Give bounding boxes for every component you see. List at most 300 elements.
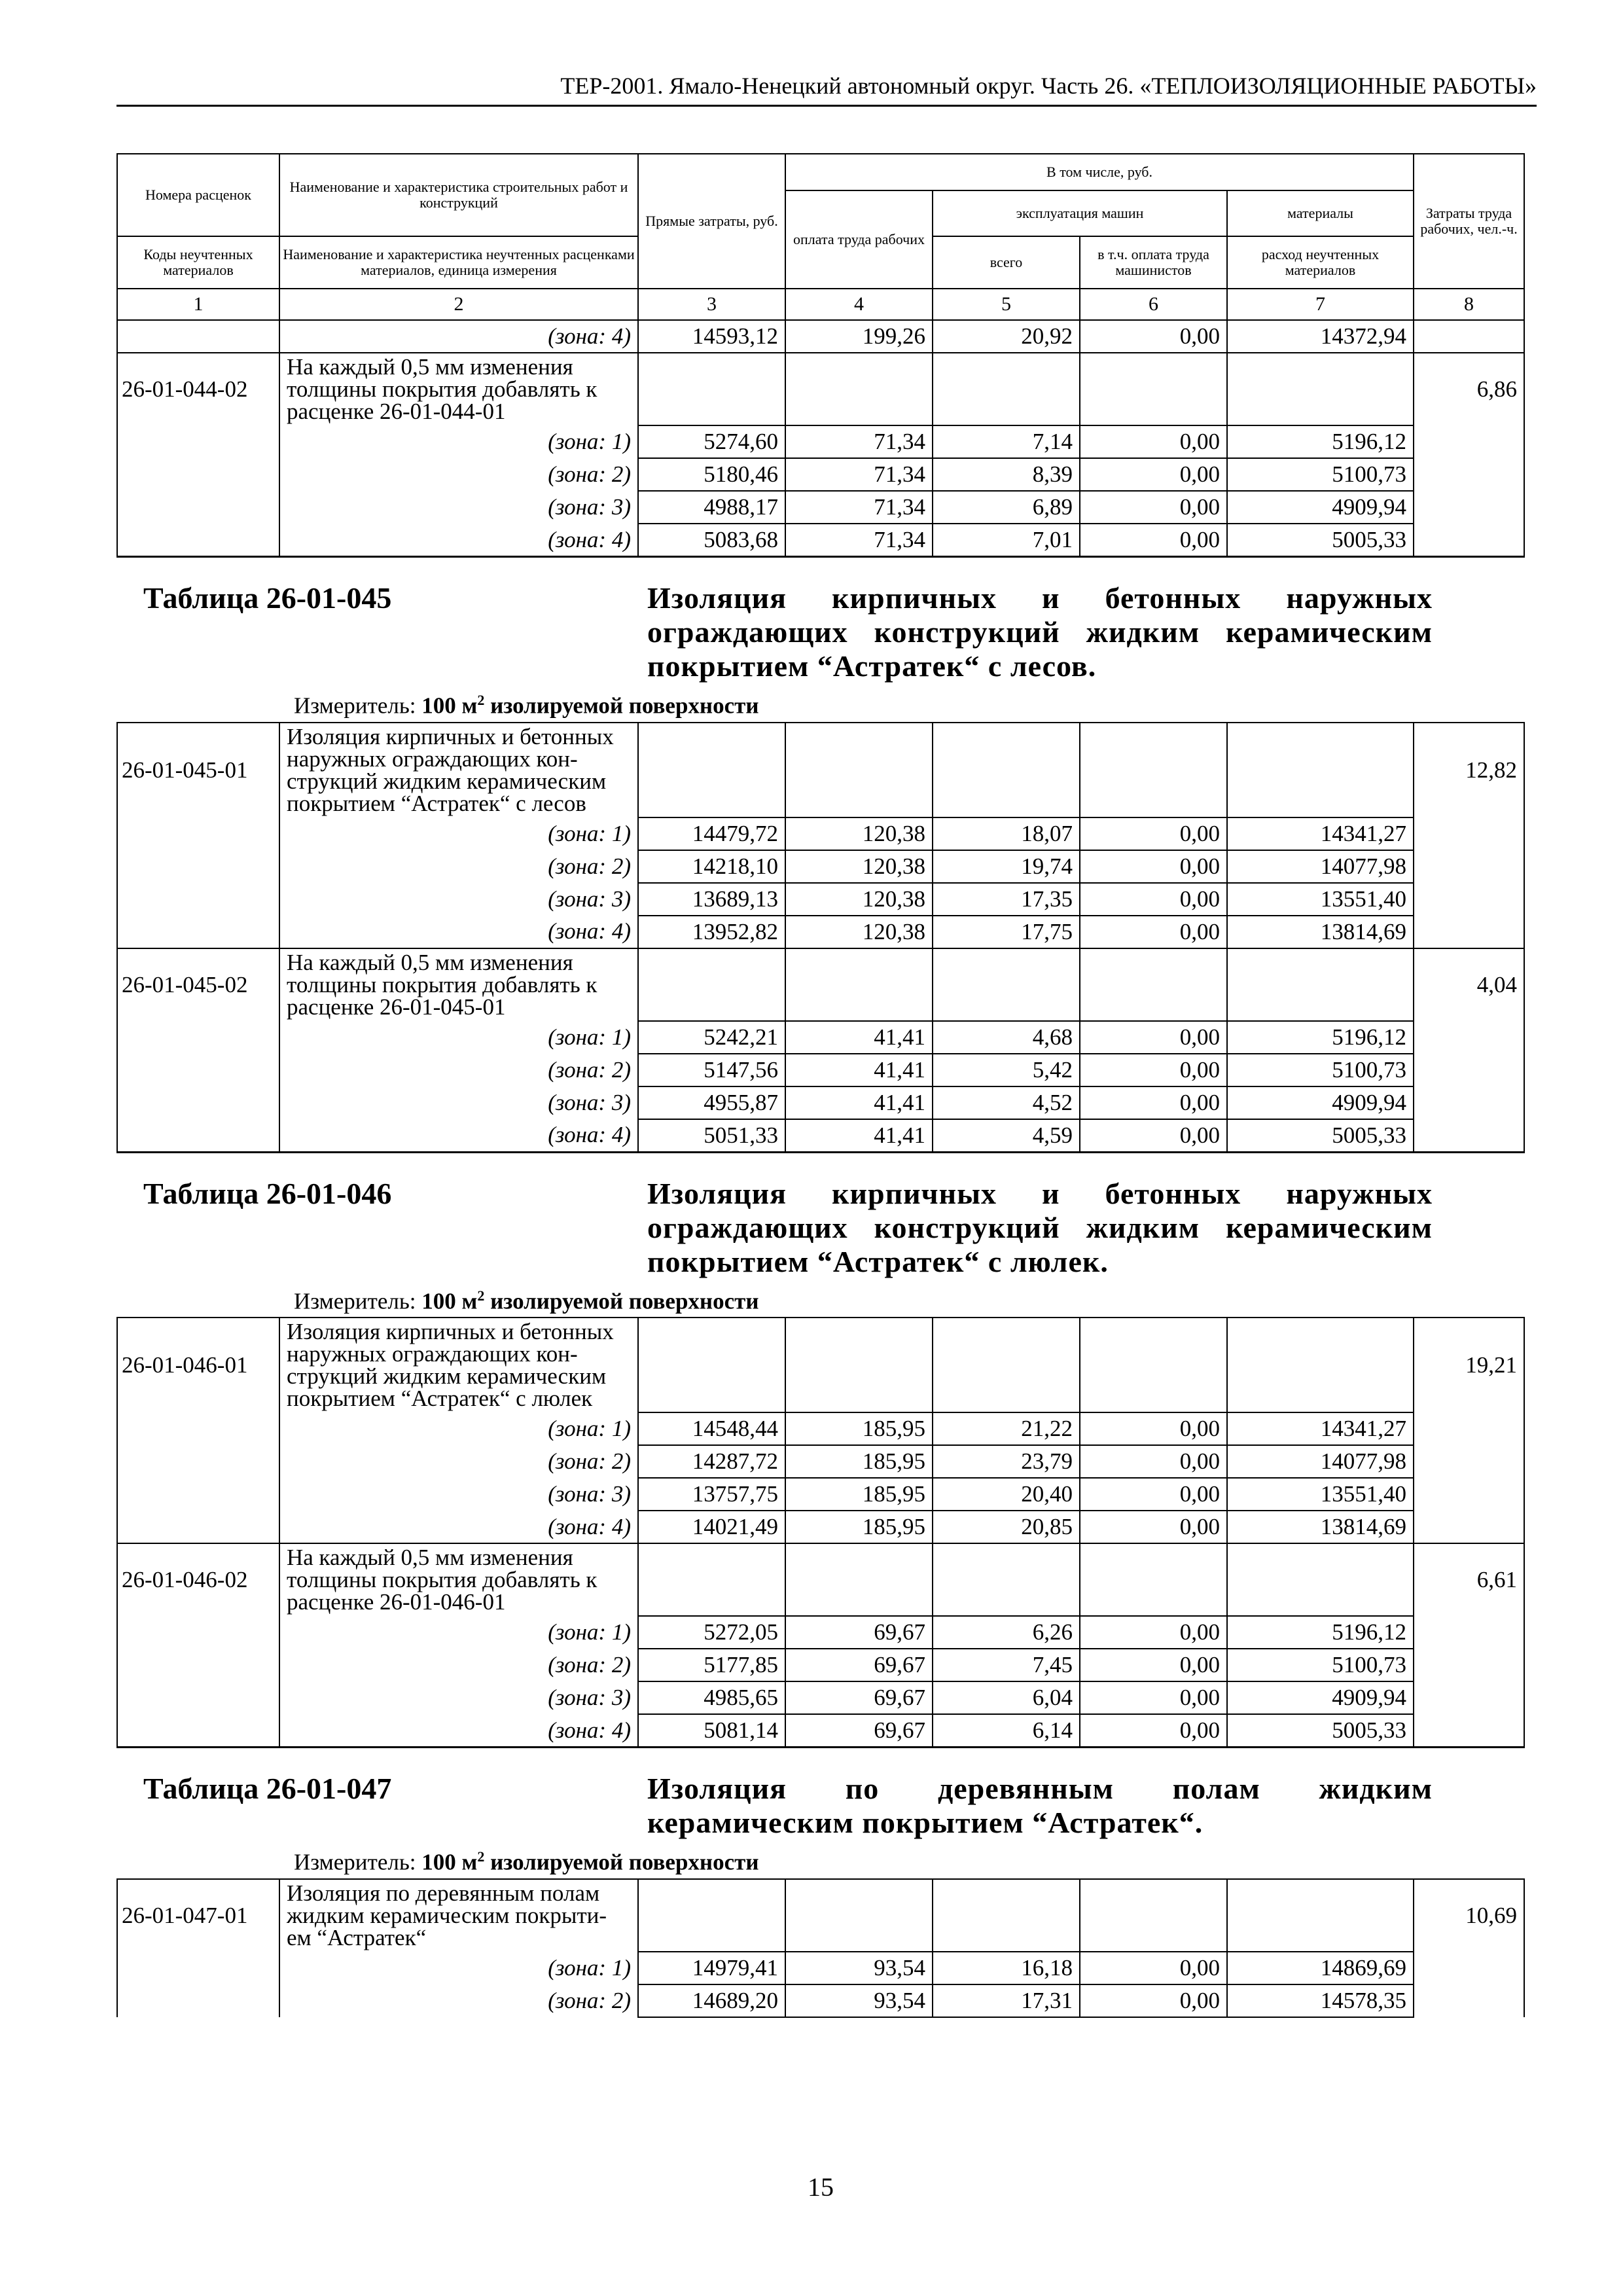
labor-cell bbox=[1414, 1714, 1524, 1748]
meter bbox=[117, 1844, 1524, 1879]
rate-description bbox=[279, 1318, 638, 1412]
material-cost-value: 4909,94 bbox=[1227, 491, 1414, 524]
table-title bbox=[117, 1748, 1524, 1844]
direct-cost-value: 5272,05 bbox=[638, 1616, 785, 1649]
operator-pay-value: 0,00 bbox=[1080, 1649, 1227, 1681]
table-title-row bbox=[117, 1152, 1524, 1283]
code-cell bbox=[117, 1412, 279, 1445]
column-number: 5 bbox=[933, 289, 1080, 320]
empty-cell bbox=[1227, 1543, 1414, 1616]
header-machine-total: всего bbox=[933, 236, 1080, 289]
direct-cost-value: 14689,20 bbox=[638, 1984, 785, 2017]
zone-row bbox=[117, 458, 1524, 491]
zone-row bbox=[117, 1616, 1524, 1649]
column-number: 2 bbox=[279, 289, 638, 320]
zone-label-text: (зона: 1) bbox=[548, 1954, 631, 1981]
page-number: 15 bbox=[808, 2172, 834, 2202]
zone-label-text: (зона: 2) bbox=[548, 853, 631, 879]
header-rate-numbers: Номера расценок bbox=[117, 154, 279, 236]
meter-exponent: 2 bbox=[477, 1287, 485, 1304]
empty-cell bbox=[638, 948, 785, 1021]
worker-pay-value: 120,38 bbox=[785, 916, 933, 948]
machine-total-value: 6,14 bbox=[933, 1714, 1080, 1748]
direct-cost-value: 5274,60 bbox=[638, 425, 785, 458]
zone-label bbox=[279, 916, 638, 948]
material-cost-value: 14341,27 bbox=[1227, 1412, 1414, 1445]
code-cell bbox=[117, 425, 279, 458]
empty-cell bbox=[638, 1879, 785, 1952]
rate-code: 26-01-045-02 bbox=[117, 948, 279, 1021]
zone-label-text: (зона: 2) bbox=[548, 461, 631, 487]
labor-cell bbox=[1414, 1649, 1524, 1681]
rate-row bbox=[117, 723, 1524, 817]
material-cost-value: 13814,69 bbox=[1227, 1511, 1414, 1543]
machine-total-value: 20,40 bbox=[933, 1478, 1080, 1511]
direct-cost-value: 13952,82 bbox=[638, 916, 785, 948]
operator-pay-value: 0,00 bbox=[1080, 491, 1227, 524]
worker-pay-value: 41,41 bbox=[785, 1119, 933, 1153]
empty-cell bbox=[1227, 1318, 1414, 1412]
labor-value: 10,69 bbox=[1414, 1879, 1524, 1952]
material-cost-value: 4909,94 bbox=[1227, 1681, 1414, 1714]
code-cell bbox=[117, 1119, 279, 1153]
zone-row bbox=[117, 524, 1524, 557]
operator-pay-value: 0,00 bbox=[1080, 1478, 1227, 1511]
material-cost-value: 5005,33 bbox=[1227, 1714, 1414, 1748]
empty-cell bbox=[933, 723, 1080, 817]
labor-cell bbox=[1414, 1119, 1524, 1153]
rate-row bbox=[117, 353, 1524, 425]
empty-cell bbox=[1080, 1318, 1227, 1412]
machine-total-value: 18,07 bbox=[933, 817, 1080, 850]
code-cell bbox=[117, 1649, 279, 1681]
header-labor-costs: Затраты труда рабочих, чел.-ч. bbox=[1414, 154, 1524, 289]
operator-pay-value: 0,00 bbox=[1080, 425, 1227, 458]
labor-cell bbox=[1414, 1021, 1524, 1054]
labor-cell bbox=[1414, 425, 1524, 458]
code-cell bbox=[117, 1681, 279, 1714]
rate-code: 26-01-044-02 bbox=[117, 353, 279, 425]
worker-pay-value: 69,67 bbox=[785, 1714, 933, 1748]
column-number: 1 bbox=[117, 289, 279, 320]
material-cost-value: 5196,12 bbox=[1227, 1021, 1414, 1054]
labor-value: 6,61 bbox=[1414, 1543, 1524, 1616]
description-line: струкций жидким керамическим bbox=[287, 768, 607, 794]
table-header bbox=[117, 154, 1524, 320]
empty-cell bbox=[1227, 723, 1414, 817]
labor-cell bbox=[1414, 1952, 1524, 1984]
rate-description bbox=[279, 1543, 638, 1616]
empty-cell bbox=[933, 1318, 1080, 1412]
zone-label-text: (зона: 3) bbox=[548, 494, 631, 520]
table-body bbox=[117, 320, 1524, 2017]
meter-exponent: 2 bbox=[477, 1848, 485, 1865]
worker-pay-value: 185,95 bbox=[785, 1412, 933, 1445]
direct-cost-value: 13757,75 bbox=[638, 1478, 785, 1511]
machine-total-value: 19,74 bbox=[933, 850, 1080, 883]
worker-pay-value: 120,38 bbox=[785, 883, 933, 916]
code-cell bbox=[117, 1984, 279, 2017]
code-cell bbox=[117, 916, 279, 948]
table-number: Таблица 26-01-047 bbox=[143, 1772, 392, 1806]
material-cost-value: 14372,94 bbox=[1227, 320, 1414, 353]
direct-cost-value: 4955,87 bbox=[638, 1086, 785, 1119]
worker-pay-value: 93,54 bbox=[785, 1984, 933, 2017]
labor-cell bbox=[1414, 458, 1524, 491]
description-line: Изоляция кирпичных и бетонных bbox=[287, 1319, 614, 1345]
zone-row bbox=[117, 425, 1524, 458]
machine-total-value: 20,92 bbox=[933, 320, 1080, 353]
material-cost-value: 14341,27 bbox=[1227, 817, 1414, 850]
code-cell bbox=[117, 320, 279, 353]
operator-pay-value: 0,00 bbox=[1080, 817, 1227, 850]
direct-cost-value: 5177,85 bbox=[638, 1649, 785, 1681]
zone-label bbox=[279, 1054, 638, 1086]
zone-row bbox=[117, 1445, 1524, 1478]
rate-description bbox=[279, 1879, 638, 1952]
machine-total-value: 23,79 bbox=[933, 1445, 1080, 1478]
operator-pay-value: 0,00 bbox=[1080, 1412, 1227, 1445]
zone-label-text: (зона: 1) bbox=[548, 429, 631, 454]
zone-row bbox=[117, 1681, 1524, 1714]
zone-row bbox=[117, 1984, 1524, 2017]
labor-cell bbox=[1414, 1616, 1524, 1649]
zone-row bbox=[117, 850, 1524, 883]
machine-total-value: 17,31 bbox=[933, 1984, 1080, 2017]
table-name: Изоляция кирпичных и бетонных наружных ограждающих конструкций жидким керамическим покрытием “Астратек“ с лесов. bbox=[647, 581, 1433, 683]
meter-value: 100 м bbox=[421, 692, 478, 719]
zone-label-text: (зона: 2) bbox=[548, 1987, 631, 2013]
zone-label bbox=[279, 458, 638, 491]
labor-cell bbox=[1414, 1478, 1524, 1511]
rate-code: 26-01-046-02 bbox=[117, 1543, 279, 1616]
zone-label-text: (зона: 3) bbox=[548, 1089, 631, 1115]
operator-pay-value: 0,00 bbox=[1080, 320, 1227, 353]
labor-cell bbox=[1414, 1412, 1524, 1445]
zone-label bbox=[279, 1119, 638, 1153]
zone-label bbox=[279, 1616, 638, 1649]
empty-cell bbox=[933, 948, 1080, 1021]
column-number: 3 bbox=[638, 289, 785, 320]
machine-total-value: 4,59 bbox=[933, 1119, 1080, 1153]
material-cost-value: 5005,33 bbox=[1227, 1119, 1414, 1153]
labor-cell bbox=[1414, 1681, 1524, 1714]
zone-row bbox=[117, 1054, 1524, 1086]
zone-label-text: (зона: 1) bbox=[548, 820, 631, 846]
rate-code: 26-01-047-01 bbox=[117, 1879, 279, 1952]
code-cell bbox=[117, 458, 279, 491]
zone-label bbox=[279, 1086, 638, 1119]
zone-label-text: (зона: 3) bbox=[548, 1685, 631, 1711]
description-line: расценке 26-01-044-01 bbox=[287, 399, 506, 424]
header-material-codes: Коды неучтенных материалов bbox=[117, 236, 279, 289]
zone-label bbox=[279, 491, 638, 524]
empty-cell bbox=[638, 723, 785, 817]
zone-label bbox=[279, 883, 638, 916]
zone-label bbox=[279, 1984, 638, 2017]
direct-cost-value: 14021,49 bbox=[638, 1511, 785, 1543]
operator-pay-value: 0,00 bbox=[1080, 883, 1227, 916]
code-cell bbox=[117, 1952, 279, 1984]
worker-pay-value: 41,41 bbox=[785, 1086, 933, 1119]
worker-pay-value: 69,67 bbox=[785, 1681, 933, 1714]
empty-cell bbox=[1080, 723, 1227, 817]
empty-cell bbox=[1080, 1879, 1227, 1952]
zone-row bbox=[117, 1119, 1524, 1153]
empty-cell bbox=[785, 1318, 933, 1412]
zone-label-text: (зона: 4) bbox=[548, 526, 631, 552]
operator-pay-value: 0,00 bbox=[1080, 1445, 1227, 1478]
worker-pay-value: 41,41 bbox=[785, 1021, 933, 1054]
direct-cost-value: 5242,21 bbox=[638, 1021, 785, 1054]
zone-label bbox=[279, 817, 638, 850]
header-including: В том числе, руб. bbox=[785, 154, 1414, 190]
meter bbox=[117, 687, 1524, 723]
zone-label-text: (зона: 3) bbox=[548, 886, 631, 912]
meter-row bbox=[117, 687, 1524, 723]
header-material-names: Наименование и характеристика неучтенных расценками материалов, единица измерения bbox=[279, 236, 638, 289]
description-line: Изоляция кирпичных и бетонных bbox=[287, 723, 614, 749]
zone-label-text: (зона: 1) bbox=[548, 1416, 631, 1442]
zone-row bbox=[117, 491, 1524, 524]
header-worker-pay: оплата труда рабочих bbox=[785, 190, 933, 289]
empty-cell bbox=[785, 948, 933, 1021]
code-cell bbox=[117, 1511, 279, 1543]
operator-pay-value: 0,00 bbox=[1080, 1021, 1227, 1054]
labor-cell bbox=[1414, 1054, 1524, 1086]
direct-cost-value: 5083,68 bbox=[638, 524, 785, 557]
zone-row bbox=[117, 1021, 1524, 1054]
description-line: расценке 26-01-045-01 bbox=[287, 994, 506, 1020]
zone-label bbox=[279, 1412, 638, 1445]
machine-total-value: 6,04 bbox=[933, 1681, 1080, 1714]
material-cost-value: 13551,40 bbox=[1227, 883, 1414, 916]
code-cell bbox=[117, 817, 279, 850]
description-line: струкций жидким керамическим bbox=[287, 1363, 607, 1390]
direct-cost-value: 4985,65 bbox=[638, 1681, 785, 1714]
zone-label-text: (зона: 4) bbox=[548, 1122, 631, 1148]
description-line: покрытием “Астратек“ с люлек bbox=[287, 1386, 593, 1412]
empty-cell bbox=[1227, 353, 1414, 425]
table-number: Таблица 26-01-046 bbox=[143, 1176, 392, 1210]
material-cost-value: 5196,12 bbox=[1227, 425, 1414, 458]
machine-total-value: 4,52 bbox=[933, 1086, 1080, 1119]
zone-row bbox=[117, 1412, 1524, 1445]
operator-pay-value: 0,00 bbox=[1080, 1681, 1227, 1714]
meter-unit: изолируемой поверхности bbox=[484, 692, 759, 719]
meter-value: 100 м bbox=[421, 1288, 478, 1314]
zone-label-text: (зона: 4) bbox=[548, 1717, 631, 1743]
code-cell bbox=[117, 1021, 279, 1054]
column-number: 4 bbox=[785, 289, 933, 320]
description-line: покрытием “Астратек“ с лесов bbox=[287, 790, 586, 816]
material-cost-value: 13814,69 bbox=[1227, 916, 1414, 948]
column-number: 6 bbox=[1080, 289, 1227, 320]
labor-cell bbox=[1414, 320, 1524, 353]
operator-pay-value: 0,00 bbox=[1080, 1952, 1227, 1984]
labor-cell bbox=[1414, 1086, 1524, 1119]
zone-row bbox=[117, 1714, 1524, 1748]
material-cost-value: 13551,40 bbox=[1227, 1478, 1414, 1511]
header-direct-costs: Прямые затраты, руб. bbox=[638, 154, 785, 289]
column-number-row bbox=[117, 289, 1524, 320]
description-line: На каждый 0,5 мм изменения bbox=[287, 1545, 573, 1571]
description-line: толщины покрытия добавлять к bbox=[287, 376, 597, 402]
rate-row bbox=[117, 1879, 1524, 1952]
code-cell bbox=[117, 850, 279, 883]
rate-row bbox=[117, 1318, 1524, 1412]
direct-cost-value: 14287,72 bbox=[638, 1445, 785, 1478]
operator-pay-value: 0,00 bbox=[1080, 850, 1227, 883]
material-cost-value: 5100,73 bbox=[1227, 1649, 1414, 1681]
zone-row bbox=[117, 883, 1524, 916]
header-materials: материалы bbox=[1227, 190, 1414, 236]
material-cost-value: 14578,35 bbox=[1227, 1984, 1414, 2017]
zone-row bbox=[117, 1649, 1524, 1681]
machine-total-value: 6,26 bbox=[933, 1616, 1080, 1649]
empty-cell bbox=[933, 1543, 1080, 1616]
labor-cell bbox=[1414, 817, 1524, 850]
labor-cell bbox=[1414, 916, 1524, 948]
rate-code: 26-01-046-01 bbox=[117, 1318, 279, 1412]
rate-code: 26-01-045-01 bbox=[117, 723, 279, 817]
empty-cell bbox=[1080, 353, 1227, 425]
meter-label: Измеритель: bbox=[294, 1288, 416, 1314]
zone-label-text: (зона: 2) bbox=[548, 1056, 631, 1083]
direct-cost-value: 14479,72 bbox=[638, 817, 785, 850]
column-number: 7 bbox=[1227, 289, 1414, 320]
meter-row bbox=[117, 1844, 1524, 1879]
worker-pay-value: 120,38 bbox=[785, 817, 933, 850]
labor-cell bbox=[1414, 524, 1524, 557]
zone-label bbox=[279, 1021, 638, 1054]
zone-label bbox=[279, 1714, 638, 1748]
code-cell bbox=[117, 524, 279, 557]
worker-pay-value: 69,67 bbox=[785, 1649, 933, 1681]
table-name: Изоляция кирпичных и бетонных наружных ограждающих конструкций жидким керамическим покрытием “Астратек“ с люлек. bbox=[647, 1176, 1433, 1278]
description-line: ем “Астратек“ bbox=[287, 1924, 427, 1950]
machine-total-value: 17,75 bbox=[933, 916, 1080, 948]
table-title-row bbox=[117, 557, 1524, 688]
meter-row bbox=[117, 1283, 1524, 1318]
machine-total-value: 7,14 bbox=[933, 425, 1080, 458]
machine-total-value: 5,42 bbox=[933, 1054, 1080, 1086]
zone-label bbox=[279, 1511, 638, 1543]
machine-total-value: 8,39 bbox=[933, 458, 1080, 491]
worker-pay-value: 93,54 bbox=[785, 1952, 933, 1984]
material-cost-value: 5100,73 bbox=[1227, 458, 1414, 491]
document-title: ТЕР-2001. Ямало-Ненецкий автономный округ. Часть 26. «ТЕПЛОИЗОЛЯЦИОННЫЕ РАБОТЫ» bbox=[560, 73, 1537, 99]
worker-pay-value: 185,95 bbox=[785, 1478, 933, 1511]
code-cell bbox=[117, 1478, 279, 1511]
meter-exponent: 2 bbox=[477, 692, 485, 708]
labor-value: 12,82 bbox=[1414, 723, 1524, 817]
zone-label-text: (зона: 3) bbox=[548, 1481, 631, 1507]
table-name: Изоляция по деревянным полам жидким керамическим покрытием “Астратек“. bbox=[647, 1772, 1433, 1840]
material-cost-value: 5196,12 bbox=[1227, 1616, 1414, 1649]
material-cost-value: 14077,98 bbox=[1227, 1445, 1414, 1478]
direct-cost-value: 13689,13 bbox=[638, 883, 785, 916]
labor-value: 6,86 bbox=[1414, 353, 1524, 425]
zone-label: (зона: 4) bbox=[279, 320, 638, 353]
worker-pay-value: 41,41 bbox=[785, 1054, 933, 1086]
zone-label bbox=[279, 1649, 638, 1681]
material-cost-value: 14077,98 bbox=[1227, 850, 1414, 883]
empty-cell bbox=[1080, 948, 1227, 1021]
description-line: наружных ограждающих кон- bbox=[287, 745, 578, 772]
zone-row bbox=[117, 1952, 1524, 1984]
operator-pay-value: 0,00 bbox=[1080, 458, 1227, 491]
rate-description bbox=[279, 948, 638, 1021]
zone-label bbox=[279, 524, 638, 557]
empty-cell bbox=[1227, 1879, 1414, 1952]
description-line: расценке 26-01-046-01 bbox=[287, 1589, 506, 1615]
labor-cell bbox=[1414, 491, 1524, 524]
direct-cost-value: 14593,12 bbox=[638, 320, 785, 353]
zone-row bbox=[117, 1478, 1524, 1511]
operator-pay-value: 0,00 bbox=[1080, 1984, 1227, 2017]
rate-description bbox=[279, 723, 638, 817]
worker-pay-value: 120,38 bbox=[785, 850, 933, 883]
empty-cell bbox=[785, 353, 933, 425]
material-cost-value: 5100,73 bbox=[1227, 1054, 1414, 1086]
direct-cost-value: 5051,33 bbox=[638, 1119, 785, 1153]
labor-cell bbox=[1414, 850, 1524, 883]
table-title bbox=[117, 557, 1524, 688]
description-line: толщины покрытия добавлять к bbox=[287, 971, 597, 997]
zone-row bbox=[117, 320, 1524, 353]
operator-pay-value: 0,00 bbox=[1080, 1616, 1227, 1649]
zone-label-text: (зона: 4) bbox=[548, 918, 631, 944]
operator-pay-value: 0,00 bbox=[1080, 1714, 1227, 1748]
description-line: наружных ограждающих кон- bbox=[287, 1341, 578, 1367]
meter-unit: изолируемой поверхности bbox=[484, 1288, 759, 1314]
header-machine-operation: эксплуатация машин bbox=[933, 190, 1227, 236]
page-header bbox=[116, 72, 1537, 107]
direct-cost-value: 5081,14 bbox=[638, 1714, 785, 1748]
machine-total-value: 17,35 bbox=[933, 883, 1080, 916]
empty-cell bbox=[785, 723, 933, 817]
empty-cell bbox=[638, 353, 785, 425]
header-operator-pay: в т.ч. оплата труда машинистов bbox=[1080, 236, 1227, 289]
worker-pay-value: 199,26 bbox=[785, 320, 933, 353]
description-line: толщины покрытия добавлять к bbox=[287, 1567, 597, 1593]
material-cost-value: 5005,33 bbox=[1227, 524, 1414, 557]
description-line: На каждый 0,5 мм изменения bbox=[287, 354, 573, 380]
direct-cost-value: 5147,56 bbox=[638, 1054, 785, 1086]
description-line: Изоляция по деревянным полам bbox=[287, 1880, 600, 1906]
rate-description bbox=[279, 353, 638, 425]
table-title bbox=[117, 1152, 1524, 1283]
meter-value: 100 м bbox=[421, 1849, 478, 1875]
price-table bbox=[116, 153, 1525, 2018]
worker-pay-value: 69,67 bbox=[785, 1616, 933, 1649]
table-number: Таблица 26-01-045 bbox=[143, 581, 392, 615]
operator-pay-value: 0,00 bbox=[1080, 524, 1227, 557]
code-cell bbox=[117, 1054, 279, 1086]
empty-cell bbox=[785, 1543, 933, 1616]
machine-total-value: 7,01 bbox=[933, 524, 1080, 557]
code-cell bbox=[117, 1714, 279, 1748]
operator-pay-value: 0,00 bbox=[1080, 916, 1227, 948]
code-cell bbox=[117, 883, 279, 916]
labor-value: 4,04 bbox=[1414, 948, 1524, 1021]
empty-cell bbox=[933, 1879, 1080, 1952]
worker-pay-value: 71,34 bbox=[785, 425, 933, 458]
table-title-row bbox=[117, 1748, 1524, 1844]
column-number: 8 bbox=[1414, 289, 1524, 320]
empty-cell bbox=[933, 353, 1080, 425]
